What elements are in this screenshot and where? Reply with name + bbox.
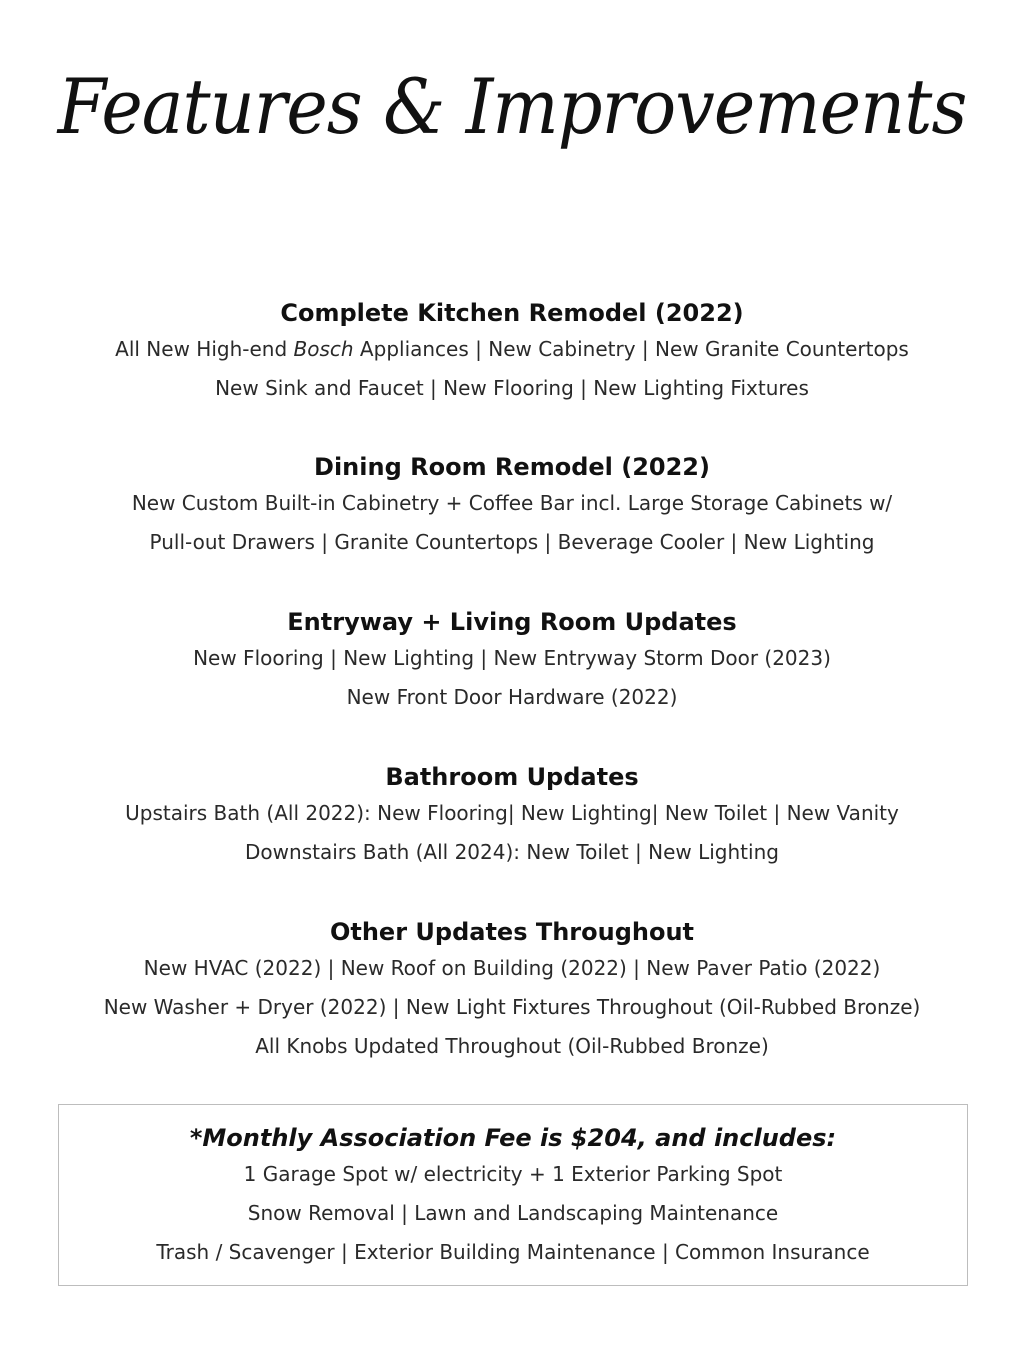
- section-kitchen: [0, 296, 1024, 408]
- section-line: Downstairs Bath (All 2024): New Toilet | New Lighting: [245, 840, 779, 864]
- section-line: Pull-out Drawers | Granite Countertops | Beverage Cooler | New Lighting: [149, 530, 875, 554]
- fee-line: Snow Removal | Lawn and Landscaping Maintenance: [247, 1201, 779, 1225]
- fee-line: 1 Garage Spot w/ electricity + 1 Exterior Parking Spot: [243, 1162, 783, 1186]
- brand-name: Bosch: [293, 337, 354, 361]
- fee-heading: *Monthly Association Fee is $204, and includes:: [189, 1124, 837, 1152]
- section-line: All Knobs Updated Throughout (Oil-Rubbed Bronze): [255, 1034, 769, 1058]
- section-heading: Dining Room Remodel (2022): [314, 453, 710, 481]
- section-line: New Sink and Faucet | New Flooring | New Lighting Fixtures: [215, 376, 809, 400]
- section-line: New Custom Built-in Cabinetry + Coffee Bar incl. Large Storage Cabinets w/: [131, 491, 893, 515]
- section-line: New Flooring | New Lighting | New Entryway Storm Door (2023): [193, 646, 831, 670]
- section-line: New Washer + Dryer (2022) | New Light Fixtures Throughout (Oil-Rubbed Bronze): [103, 995, 921, 1019]
- page-title: Features & Improvements: [57, 62, 967, 151]
- section-bathroom: [0, 760, 1024, 872]
- section-dining: [0, 450, 1024, 562]
- section-other: [0, 915, 1024, 1066]
- section-line: Upstairs Bath (All 2022): New Flooring| New Lighting| New Toilet | New Vanity: [125, 801, 899, 825]
- section-entryway: [0, 605, 1024, 717]
- section-line: New HVAC (2022) | New Roof on Building (2022) | New Paver Patio (2022): [143, 956, 881, 980]
- section-heading: Other Updates Throughout: [329, 918, 695, 946]
- section-heading: Bathroom Updates: [385, 763, 639, 791]
- association-fee-box: [58, 1104, 968, 1286]
- section-line: New Front Door Hardware (2022): [346, 685, 678, 709]
- fee-line: Trash / Scavenger | Exterior Building Maintenance | Common Insurance: [156, 1240, 870, 1264]
- section-heading: Complete Kitchen Remodel (2022): [280, 299, 744, 327]
- section-line: All New High-end Bosch Appliances | New Cabinetry | New Granite Countertops: [115, 337, 909, 361]
- section-heading: Entryway + Living Room Updates: [287, 608, 737, 636]
